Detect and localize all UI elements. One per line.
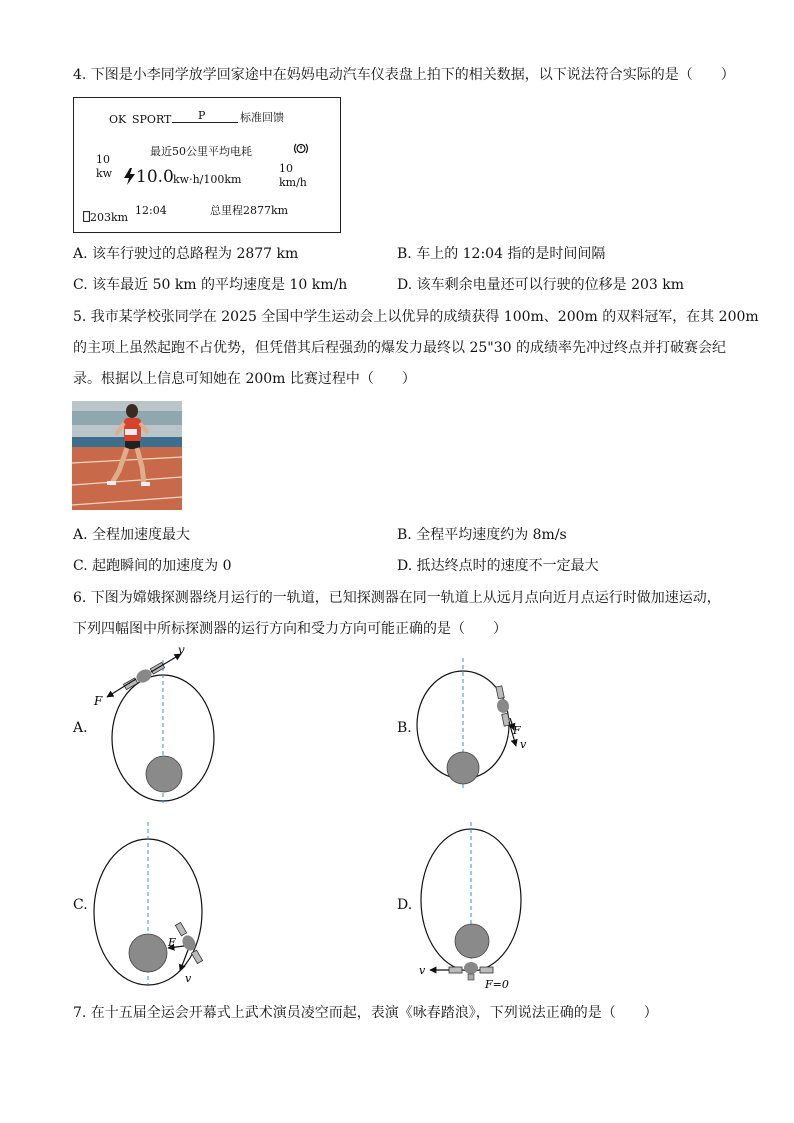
dash-avg-unit: kw·h/100km <box>173 173 242 186</box>
dash-power-value: 10 <box>96 153 110 166</box>
q7-stem: 7. 在十五届全运会开幕式上武术演员凌空而起，表演《咏春踏浪》，下列说法正确的是（ ） <box>73 1005 658 1021</box>
q6-label-c: C. <box>73 897 88 913</box>
velocity-symbol: v <box>419 964 426 977</box>
probe-icon <box>493 685 513 727</box>
dash-time: 12:04 <box>135 204 167 217</box>
dash-mode-sport: SPORT <box>132 113 172 126</box>
q5-stem-line2: 的主项上虽然起跑不占优势，但凭借其后程强劲的爆发力最终以 25"30 的成绩率先冲过终点并打破赛会纪 <box>73 340 726 356</box>
q4-option-c: C. 该车最近 50 km 的平均速度是 10 km/h <box>73 277 348 293</box>
q5-stem-line3: 录。根据以上信息可知她在 200m 比赛过程中（ ） <box>73 371 416 387</box>
q6-stem-line2: 下列四幅图中所标探测器的运行方向和受力方向可能正确的是（ ） <box>73 621 507 637</box>
orbit-diagram-b <box>417 658 527 790</box>
dash-speed-value: 10 <box>279 162 293 175</box>
q5-stem-line1: 5. 我市某学校张同学在 2025 全国中学生运动会上以优异的成绩获得 100m、200m 的双料冠军，在其 200m <box>73 309 759 325</box>
q6-stem-line1: 6. 下图为嫦娥探测器绕月运行的一轨道，已知探测器在同一轨道上从远月点向近月点运行时做加速运动， <box>73 590 721 606</box>
dash-mode-ok: OK <box>109 113 127 126</box>
q6-label-a: A. <box>73 720 88 736</box>
q5-option-d: D. 抵达终点时的速度不一定最大 <box>397 558 599 574</box>
dash-regen: 标准回馈 <box>240 111 284 124</box>
force-symbol: F <box>168 936 176 949</box>
orbit-diagram-c <box>94 822 205 985</box>
force-symbol: F <box>513 724 521 737</box>
dash-odometer: 总里程2877km <box>210 204 289 217</box>
q5-option-a: A. 全程加速度最大 <box>73 527 191 543</box>
dash-speed-unit: km/h <box>279 176 307 189</box>
dash-avg-value: 10.0 <box>136 167 174 187</box>
force-zero-label: F=0 <box>485 978 509 991</box>
velocity-symbol: v <box>520 738 527 751</box>
orbit-diagram-d <box>419 822 521 991</box>
q5-option-b: B. 全程平均速度约为 8m/s <box>397 527 567 543</box>
velocity-symbol: v <box>178 643 185 657</box>
dash-range: 203km <box>90 211 129 224</box>
probe-icon <box>122 660 166 692</box>
q4-option-d: D. 该车剩余电量还可以行驶的位移是 203 km <box>397 277 685 293</box>
dash-gear: P <box>198 109 206 122</box>
q4-option-a: A. 该车行驶过的总路程为 2877 km <box>73 246 299 262</box>
dash-power-unit: kw <box>96 167 113 180</box>
q5-option-c: C. 起跑瞬间的加速度为 0 <box>73 558 232 574</box>
force-symbol: F <box>94 694 103 708</box>
q6-label-d: D. <box>397 897 413 913</box>
orbit-diagram-a <box>93 643 214 803</box>
q4-option-b: B. 车上的 12:04 指的是时间间隔 <box>397 246 606 262</box>
q6-label-b: B. <box>397 720 412 736</box>
dash-avg-title: 最近50公里平均电耗 <box>150 145 252 158</box>
q4-stem: 4. 下图是小李同学放学回家途中在妈妈电动汽车仪表盘上拍下的相关数据，以下说法符合实际的是（ ） <box>73 67 735 83</box>
velocity-symbol: v <box>185 972 192 985</box>
